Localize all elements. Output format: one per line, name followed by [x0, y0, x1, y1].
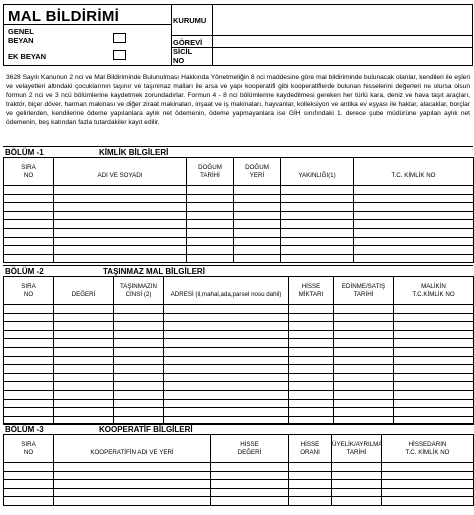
ek-beyan-label: EK BEYAN — [8, 52, 47, 61]
table-cell[interactable] — [54, 382, 114, 391]
table-cell[interactable] — [234, 211, 281, 220]
table-cell[interactable] — [334, 305, 394, 314]
table-row — [4, 254, 474, 263]
table-cell[interactable] — [114, 313, 164, 322]
table-cell[interactable] — [289, 382, 334, 391]
column-header: DOĞUM TARİHİ — [187, 158, 234, 186]
table-cell[interactable] — [4, 203, 54, 212]
table-cell[interactable] — [4, 382, 54, 391]
table-cell[interactable] — [289, 408, 334, 417]
table-cell[interactable] — [4, 237, 54, 246]
table-cell[interactable] — [54, 399, 114, 408]
table-cell[interactable] — [334, 330, 394, 339]
table-cell[interactable] — [164, 382, 289, 391]
table-cell[interactable] — [234, 228, 281, 237]
table-cell[interactable] — [382, 480, 474, 489]
table-cell[interactable] — [332, 463, 382, 472]
table-cell[interactable] — [54, 339, 114, 348]
table-row — [4, 382, 474, 391]
table-cell[interactable] — [4, 339, 54, 348]
table-cell[interactable] — [382, 471, 474, 480]
genel-beyan-label: GENEL BEYAN — [8, 27, 34, 45]
tasinmaz-table — [3, 276, 474, 425]
genel-beyan-checkbox[interactable] — [113, 33, 126, 43]
table-cell[interactable] — [4, 246, 54, 255]
table-cell[interactable] — [394, 408, 474, 417]
table-cell[interactable] — [394, 373, 474, 382]
table-cell[interactable] — [211, 463, 289, 472]
table-cell[interactable] — [187, 194, 234, 203]
table-cell[interactable] — [187, 220, 234, 229]
table-cell[interactable] — [54, 322, 114, 331]
table-row — [4, 471, 474, 480]
table-cell[interactable] — [4, 471, 54, 480]
section-header — [3, 146, 473, 157]
table-row — [4, 399, 474, 408]
table-cell[interactable] — [54, 488, 211, 497]
table-cell[interactable] — [234, 220, 281, 229]
table-cell[interactable] — [4, 254, 54, 263]
table-cell[interactable] — [54, 237, 187, 246]
section-kimlik — [3, 146, 473, 263]
table-cell[interactable] — [164, 347, 289, 356]
table-row — [4, 373, 474, 382]
table-cell[interactable] — [114, 330, 164, 339]
table-cell[interactable] — [4, 497, 54, 506]
table-row — [4, 365, 474, 374]
table-cell[interactable] — [394, 347, 474, 356]
table-cell[interactable] — [187, 211, 234, 220]
table-cell[interactable] — [334, 339, 394, 348]
table-cell[interactable] — [54, 313, 114, 322]
sicil-no-label: SİCİL NO — [173, 47, 193, 65]
table-row — [4, 488, 474, 497]
table-cell[interactable] — [334, 382, 394, 391]
table-row — [4, 390, 474, 399]
table-cell[interactable] — [54, 390, 114, 399]
table-cell[interactable] — [54, 246, 187, 255]
column-header: ADRESİ (il,mahal,ada,parsel nosu dahil) — [164, 277, 289, 305]
column-header: DEĞERİ — [54, 277, 114, 305]
gorevi-label: GÖREVİ — [173, 38, 203, 47]
section-kooperatif — [3, 423, 473, 506]
table-cell[interactable] — [54, 463, 211, 472]
table-cell[interactable] — [114, 373, 164, 382]
table-cell[interactable] — [54, 186, 187, 195]
table-cell[interactable] — [289, 497, 332, 506]
table-row — [4, 347, 474, 356]
kooperatif-table — [3, 434, 474, 506]
table-cell[interactable] — [281, 220, 354, 229]
table-cell[interactable] — [332, 488, 382, 497]
table-cell[interactable] — [281, 246, 354, 255]
section-number: BÖLÜM -1 — [5, 148, 44, 157]
table-cell[interactable] — [54, 330, 114, 339]
column-header: T.C. KİMLİK NO — [354, 158, 474, 186]
table-cell[interactable] — [164, 365, 289, 374]
section-number: BÖLÜM -2 — [5, 267, 44, 276]
table-cell[interactable] — [281, 186, 354, 195]
table-cell[interactable] — [54, 373, 114, 382]
table-cell[interactable] — [4, 186, 54, 195]
table-cell[interactable] — [289, 471, 332, 480]
column-header: HİSSE MİKTARI — [289, 277, 334, 305]
table-cell[interactable] — [54, 220, 187, 229]
table-cell[interactable] — [289, 365, 334, 374]
table-cell[interactable] — [54, 365, 114, 374]
table-cell[interactable] — [114, 390, 164, 399]
table-cell[interactable] — [234, 194, 281, 203]
table-cell[interactable] — [281, 254, 354, 263]
table-cell[interactable] — [114, 339, 164, 348]
table-row — [4, 330, 474, 339]
table-row — [4, 228, 474, 237]
table-cell[interactable] — [211, 497, 289, 506]
table-row — [4, 480, 474, 489]
table-cell[interactable] — [354, 228, 474, 237]
table-row — [4, 313, 474, 322]
section-header — [3, 265, 473, 276]
section-number: BÖLÜM -3 — [5, 425, 44, 434]
table-cell[interactable] — [289, 356, 334, 365]
table-cell[interactable] — [164, 399, 289, 408]
table-cell[interactable] — [289, 305, 334, 314]
intro-text: 3628 Sayılı Kanunun 2 nci ve Mal Bildiriminde Bulunulması Hakkında Yönetmeliğin 8 nci maddesine göre mal bildiriminde bulunacak olanlar, kendileri ile eşleri ve velayetleri altındaki çocuklarının taşınır ve taşınmaz malları ile arsa ve yapı kooperatifi gibi kooperatiflerde bulunan hisselerini değerleri ne olursa olsun formun 2 nci ve 3 ncü bölümlerine kaydetmek zorundadırlar. Formun 4 - 8 nci bölümlerine kaydedilmesi gereken her türlü kara, deniz ve hava taşıt araçları, traktör, biçer döver, harman makinası ve diğer ziraat makinaları, inşaat ve iş makinaları, hayvanlar, kolleksiyon ve antika ev eşyası ile haklar, alacaklar, borçlar ve gelirlerden, kendilerine ödeme yapılanlara aylık net ödemenin, ödeme yapmayanlara ise GİH sınıfındaki 1. derece şube müdürüne yapılan aylık net ödemenin, beş katından fazla tutardakiler kayıt edilir. — [6, 74, 470, 126]
table-cell[interactable] — [334, 399, 394, 408]
table-cell[interactable] — [334, 322, 394, 331]
table-cell[interactable] — [187, 246, 234, 255]
table-cell[interactable] — [187, 237, 234, 246]
table-row — [4, 305, 474, 314]
table-cell[interactable] — [394, 382, 474, 391]
table-row — [4, 237, 474, 246]
table-cell[interactable] — [187, 254, 234, 263]
table-cell[interactable] — [4, 373, 54, 382]
table-cell[interactable] — [289, 330, 334, 339]
table-cell[interactable] — [289, 399, 334, 408]
table-cell[interactable] — [4, 399, 54, 408]
table-cell[interactable] — [382, 488, 474, 497]
table-cell[interactable] — [187, 203, 234, 212]
table-cell[interactable] — [54, 254, 187, 263]
table-cell[interactable] — [382, 497, 474, 506]
table-row — [4, 339, 474, 348]
table-cell[interactable] — [334, 373, 394, 382]
table-cell[interactable] — [54, 356, 114, 365]
table-cell[interactable] — [354, 246, 474, 255]
table-cell[interactable] — [394, 305, 474, 314]
ek-beyan-checkbox[interactable] — [113, 50, 126, 60]
table-cell[interactable] — [4, 313, 54, 322]
table-cell[interactable] — [334, 408, 394, 417]
table-cell[interactable] — [354, 237, 474, 246]
table-cell[interactable] — [164, 339, 289, 348]
column-header: HİSSE DEĞERİ — [211, 435, 289, 463]
table-cell[interactable] — [114, 399, 164, 408]
table-cell[interactable] — [4, 305, 54, 314]
table-cell[interactable] — [394, 313, 474, 322]
column-header: EDİNME/SATIŞ TARİHİ — [334, 277, 394, 305]
table-cell[interactable] — [334, 356, 394, 365]
table-cell[interactable] — [289, 347, 334, 356]
table-cell[interactable] — [54, 211, 187, 220]
table-cell[interactable] — [281, 228, 354, 237]
table-cell[interactable] — [114, 382, 164, 391]
table-cell[interactable] — [382, 463, 474, 472]
table-cell[interactable] — [354, 211, 474, 220]
table-cell[interactable] — [54, 194, 187, 203]
column-header: ÜYELİK/AYRILMA TARİHİ — [332, 435, 382, 463]
table-cell[interactable] — [4, 356, 54, 365]
table-cell[interactable] — [4, 228, 54, 237]
table-cell[interactable] — [164, 305, 289, 314]
column-header: TAŞINMAZIN CİNSİ (2) — [114, 277, 164, 305]
table-cell[interactable] — [289, 313, 334, 322]
table-row — [4, 186, 474, 195]
column-header: ADI VE SOYADI — [54, 158, 187, 186]
table-cell[interactable] — [164, 373, 289, 382]
table-cell[interactable] — [4, 194, 54, 203]
table-cell[interactable] — [187, 228, 234, 237]
table-cell[interactable] — [394, 390, 474, 399]
table-row — [4, 246, 474, 255]
form-title: MAL BİLDİRİMİ — [8, 8, 120, 25]
table-cell[interactable] — [54, 305, 114, 314]
table-cell[interactable] — [54, 497, 211, 506]
table-row — [4, 211, 474, 220]
table-cell[interactable] — [4, 347, 54, 356]
table-row — [4, 194, 474, 203]
table-cell[interactable] — [281, 211, 354, 220]
table-cell[interactable] — [332, 471, 382, 480]
table-cell[interactable] — [4, 211, 54, 220]
table-cell[interactable] — [234, 186, 281, 195]
table-cell[interactable] — [234, 203, 281, 212]
section-header — [3, 423, 473, 434]
table-cell[interactable] — [4, 488, 54, 497]
table-cell[interactable] — [394, 339, 474, 348]
column-header: DOĞUM YERİ — [234, 158, 281, 186]
table-cell[interactable] — [394, 399, 474, 408]
table-cell[interactable] — [334, 365, 394, 374]
table-row — [4, 497, 474, 506]
table-cell[interactable] — [334, 390, 394, 399]
table-cell[interactable] — [54, 480, 211, 489]
table-cell[interactable] — [114, 356, 164, 365]
table-cell[interactable] — [187, 186, 234, 195]
table-cell[interactable] — [281, 203, 354, 212]
column-header: SIRA NO — [4, 158, 54, 186]
table-cell[interactable] — [234, 254, 281, 263]
table-cell[interactable] — [4, 480, 54, 489]
table-cell[interactable] — [234, 246, 281, 255]
table-cell[interactable] — [289, 390, 334, 399]
table-cell[interactable] — [114, 322, 164, 331]
table-cell[interactable] — [114, 408, 164, 417]
table-cell[interactable] — [289, 463, 332, 472]
table-cell[interactable] — [289, 373, 334, 382]
table-cell[interactable] — [4, 408, 54, 417]
table-cell[interactable] — [4, 365, 54, 374]
table-cell[interactable] — [164, 356, 289, 365]
table-row — [4, 356, 474, 365]
table-cell[interactable] — [281, 237, 354, 246]
table-row — [4, 203, 474, 212]
table-cell[interactable] — [114, 347, 164, 356]
table-cell[interactable] — [4, 322, 54, 331]
column-header: SIRA NO — [4, 277, 54, 305]
table-cell[interactable] — [334, 313, 394, 322]
column-header: SIRA NO — [4, 435, 54, 463]
form-header — [3, 4, 473, 66]
table-cell[interactable] — [354, 186, 474, 195]
kurumu-label: KURUMU — [173, 16, 207, 25]
section-title: TAŞINMAZ MAL BİLGİLERİ — [103, 267, 205, 276]
table-cell[interactable] — [164, 408, 289, 417]
table-cell[interactable] — [234, 237, 281, 246]
table-cell[interactable] — [4, 220, 54, 229]
column-header: HİSSE ORANI — [289, 435, 332, 463]
table-cell[interactable] — [281, 194, 354, 203]
column-header: YAKINLIĞI(1) — [281, 158, 354, 186]
table-cell[interactable] — [54, 228, 187, 237]
table-cell[interactable] — [211, 480, 289, 489]
section-tasinmaz — [3, 265, 473, 425]
table-cell[interactable] — [54, 347, 114, 356]
table-cell[interactable] — [334, 347, 394, 356]
table-cell[interactable] — [164, 390, 289, 399]
table-cell[interactable] — [54, 408, 114, 417]
table-cell[interactable] — [289, 480, 332, 489]
table-cell[interactable] — [332, 480, 382, 489]
table-cell[interactable] — [289, 339, 334, 348]
table-cell[interactable] — [394, 356, 474, 365]
table-cell[interactable] — [354, 203, 474, 212]
table-cell[interactable] — [354, 194, 474, 203]
form-page — [3, 4, 473, 494]
table-cell[interactable] — [332, 497, 382, 506]
table-cell[interactable] — [164, 313, 289, 322]
table-row — [4, 322, 474, 331]
table-cell[interactable] — [4, 390, 54, 399]
kimlik-table — [3, 157, 474, 263]
table-cell[interactable] — [114, 305, 164, 314]
table-cell[interactable] — [211, 488, 289, 497]
table-cell[interactable] — [394, 330, 474, 339]
table-row — [4, 408, 474, 417]
table-cell[interactable] — [54, 203, 187, 212]
table-cell[interactable] — [164, 322, 289, 331]
table-row — [4, 220, 474, 229]
table-cell[interactable] — [164, 330, 289, 339]
table-cell[interactable] — [211, 471, 289, 480]
section-title: KİMLİK BİLGİLERİ — [99, 148, 169, 157]
table-cell[interactable] — [394, 365, 474, 374]
table-cell[interactable] — [4, 463, 54, 472]
table-cell[interactable] — [289, 488, 332, 497]
table-cell[interactable] — [114, 365, 164, 374]
section-title: KOOPERATİF BİLGİLERİ — [99, 425, 193, 434]
table-cell[interactable] — [4, 330, 54, 339]
table-cell[interactable] — [289, 322, 334, 331]
table-row — [4, 463, 474, 472]
table-cell[interactable] — [354, 220, 474, 229]
column-header: HİSSEDARIN T.C. KİMLİK NO — [382, 435, 474, 463]
column-header: KOOPERATİFİN ADI VE YERİ — [54, 435, 211, 463]
column-header: MALİKİN T.C.KİMLİK NO — [394, 277, 474, 305]
table-cell[interactable] — [394, 322, 474, 331]
table-cell[interactable] — [354, 254, 474, 263]
table-cell[interactable] — [54, 471, 211, 480]
